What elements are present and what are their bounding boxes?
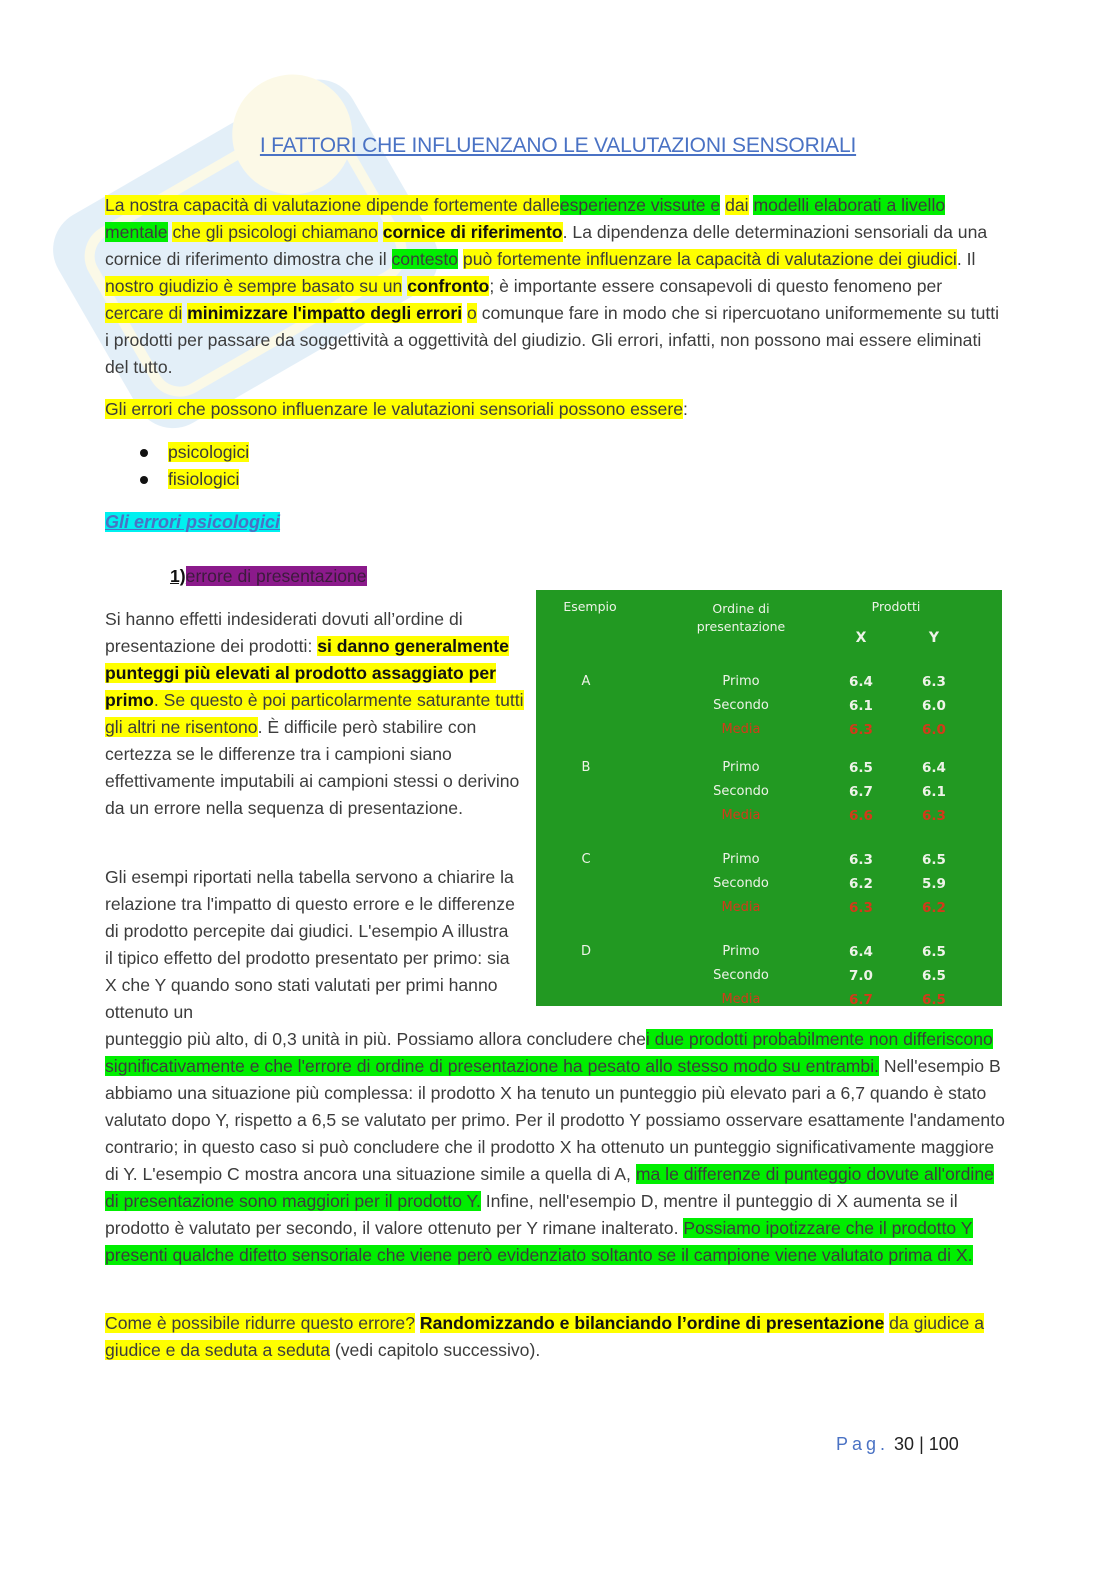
value-x-second: 6.1: [849, 698, 873, 714]
value-y-mean: 6.5: [922, 992, 946, 1008]
value-x-second: 7.0: [849, 968, 873, 984]
closing-paragraph: Come è possibile ridurre questo errore? Randomizzando e bilanciando l’ordine di presentazione da giudice a giudice e da seduta a seduta (vedi capitolo successivo).: [105, 1313, 985, 1360]
value-y-second: 5.9: [922, 876, 946, 892]
bullet-list: [140, 439, 249, 493]
order-first: Primo: [722, 760, 760, 775]
value-y-second: 6.1: [922, 784, 946, 800]
list-item: psicologici: [140, 439, 249, 466]
order-first: Primo: [722, 674, 760, 689]
value-x-first: 6.5: [849, 760, 873, 776]
order-second: Secondo: [713, 698, 769, 713]
section-heading: Gli errori psicologici: [105, 512, 281, 532]
value-y-second: 6.0: [922, 698, 946, 714]
order-first: Primo: [722, 852, 760, 867]
intro-paragraph: La nostra capacità di valutazione dipende fortemente dalleesperienze vissute e dai modelli elaborati a livello mentale che gli psicologi chiamano cornice di riferimento. La dipendenza delle determinazioni sensoriali da una cornice di riferimento dimostra che il contesto può fortemente influenzare la capacità di valutazione dei giudici. Il nostro giudizio è sempre basato su un confronto; è importante essere consapevoli di questo fenomeno per cercare di minimizzare l'impatto degli errori o comunque fare in modo che si ripercuotano uniformemente su tutti i prodotti per passare da soggettività a oggettività del giudizio. Gli errori, infatti, non possono mai essere eliminati del tutto.: [105, 195, 1000, 377]
header-products: Prodotti: [871, 599, 921, 614]
header-y: Y: [928, 630, 940, 646]
value-y-first: 6.5: [922, 852, 946, 868]
value-y-first: 6.3: [922, 674, 946, 690]
order-second: Secondo: [713, 968, 769, 983]
value-x-mean: 6.7: [849, 992, 873, 1008]
order-second: Secondo: [713, 876, 769, 891]
page-footer: [836, 1434, 959, 1455]
value-x-mean: 6.6: [849, 808, 873, 824]
header-x: X: [855, 630, 867, 646]
order-first: Primo: [722, 944, 760, 959]
value-y-mean: 6.3: [922, 808, 946, 824]
value-y-first: 6.4: [922, 760, 946, 776]
value-x-first: 6.4: [849, 944, 873, 960]
header-order: Ordine di presentazione: [696, 601, 786, 634]
value-x-second: 6.2: [849, 876, 873, 892]
value-x-mean: 6.3: [849, 900, 873, 916]
errors-intro: Gli errori che possono influenzare le valutazioni sensoriali possono essere:: [105, 399, 688, 419]
value-y-mean: 6.0: [922, 722, 946, 738]
column-paragraph-1: Si hanno effetti indesiderati dovuti all’ordine di presentazione dei prodotti: si danno generalmente punteggi più elevati al prodotto assaggiato per primo. Se questo è poi particolarmente saturante tutti gli altri ne risentono. È difficile però stabilire con certezza se le differenze tra i campioni siano effettivamente imputabili ai campioni stessi o derivino da un errore nella sequenza di presentazione.: [105, 609, 524, 818]
value-x-first: 6.4: [849, 674, 873, 690]
example-label: B: [581, 760, 591, 775]
value-x-mean: 6.3: [849, 722, 873, 738]
continuation-paragraph: punteggio più alto, di 0,3 unità in più. Possiamo allora concludere chei due prodotti probabilmente non differiscono significativamente e che l'errore di ordine di presentazione ha pesato allo stesso modo su entrambi. Nell'esempio B abbiamo una situazione più complessa: il prodotto X ha tenuto un punteggio più elevato pari a 6,7 quando è stato valutato dopo Y, rispetto a 6,5 se valutato per primo. Per il prodotto Y possiamo osservare esattamente l'andamento contrario; in questo caso si può concludere che il prodotto X ha ottenuto un punteggio significativamente maggiore di Y. L'esempio C mostra ancora una situazione simile a quella di A, ma le differenze di punteggio dovute all'ordine di presentazione sono maggiori per il prodotto Y. Infine, nell'esempio D, mentre il punteggio di X aumenta se il prodotto è valutato per secondo, il valore ottenuto per Y rimane inalterato. Possiamo ipotizzare che il prodotto Y presenti qualche difetto sensoriale che viene però evidenziato soltanto se il campione viene valutato prima di X.: [105, 1029, 1005, 1265]
example-label: A: [581, 674, 591, 689]
example-label: D: [580, 944, 591, 959]
value-x-second: 6.7: [849, 784, 873, 800]
bullet-icon: [140, 449, 148, 457]
order-mean: Media: [721, 808, 761, 823]
numbered-heading: 1)errore di presentazione: [170, 566, 367, 586]
value-y-second: 6.5: [922, 968, 946, 984]
column-paragraph-2: Gli esempi riportati nella tabella servono a chiarire la relazione tra l'impatto di questo errore e le differenze di prodotto percepite dai giudici. L'esempio A illustra il tipico effetto del prodotto presentato per primo: sia X che Y quando sono stati valutati per primi hanno ottenuto un: [105, 867, 515, 1022]
page-number: 30 | 100: [894, 1434, 959, 1454]
bullet-icon: [140, 476, 148, 484]
presentation-order-table: [536, 590, 1002, 1006]
order-mean: Media: [721, 992, 761, 1007]
value-x-first: 6.3: [849, 852, 873, 868]
order-second: Secondo: [713, 784, 769, 799]
page-title: I FATTORI CHE INFLUENZANO LE VALUTAZIONI SENSORIALI: [259, 134, 857, 157]
order-mean: Media: [721, 722, 761, 737]
page-label: Pag.: [836, 1434, 890, 1454]
header-example: Esempio: [563, 599, 617, 614]
list-item: fisiologici: [140, 466, 249, 493]
value-y-mean: 6.2: [922, 900, 946, 916]
example-label: C: [581, 852, 591, 867]
order-mean: Media: [721, 900, 761, 915]
value-y-first: 6.5: [922, 944, 946, 960]
